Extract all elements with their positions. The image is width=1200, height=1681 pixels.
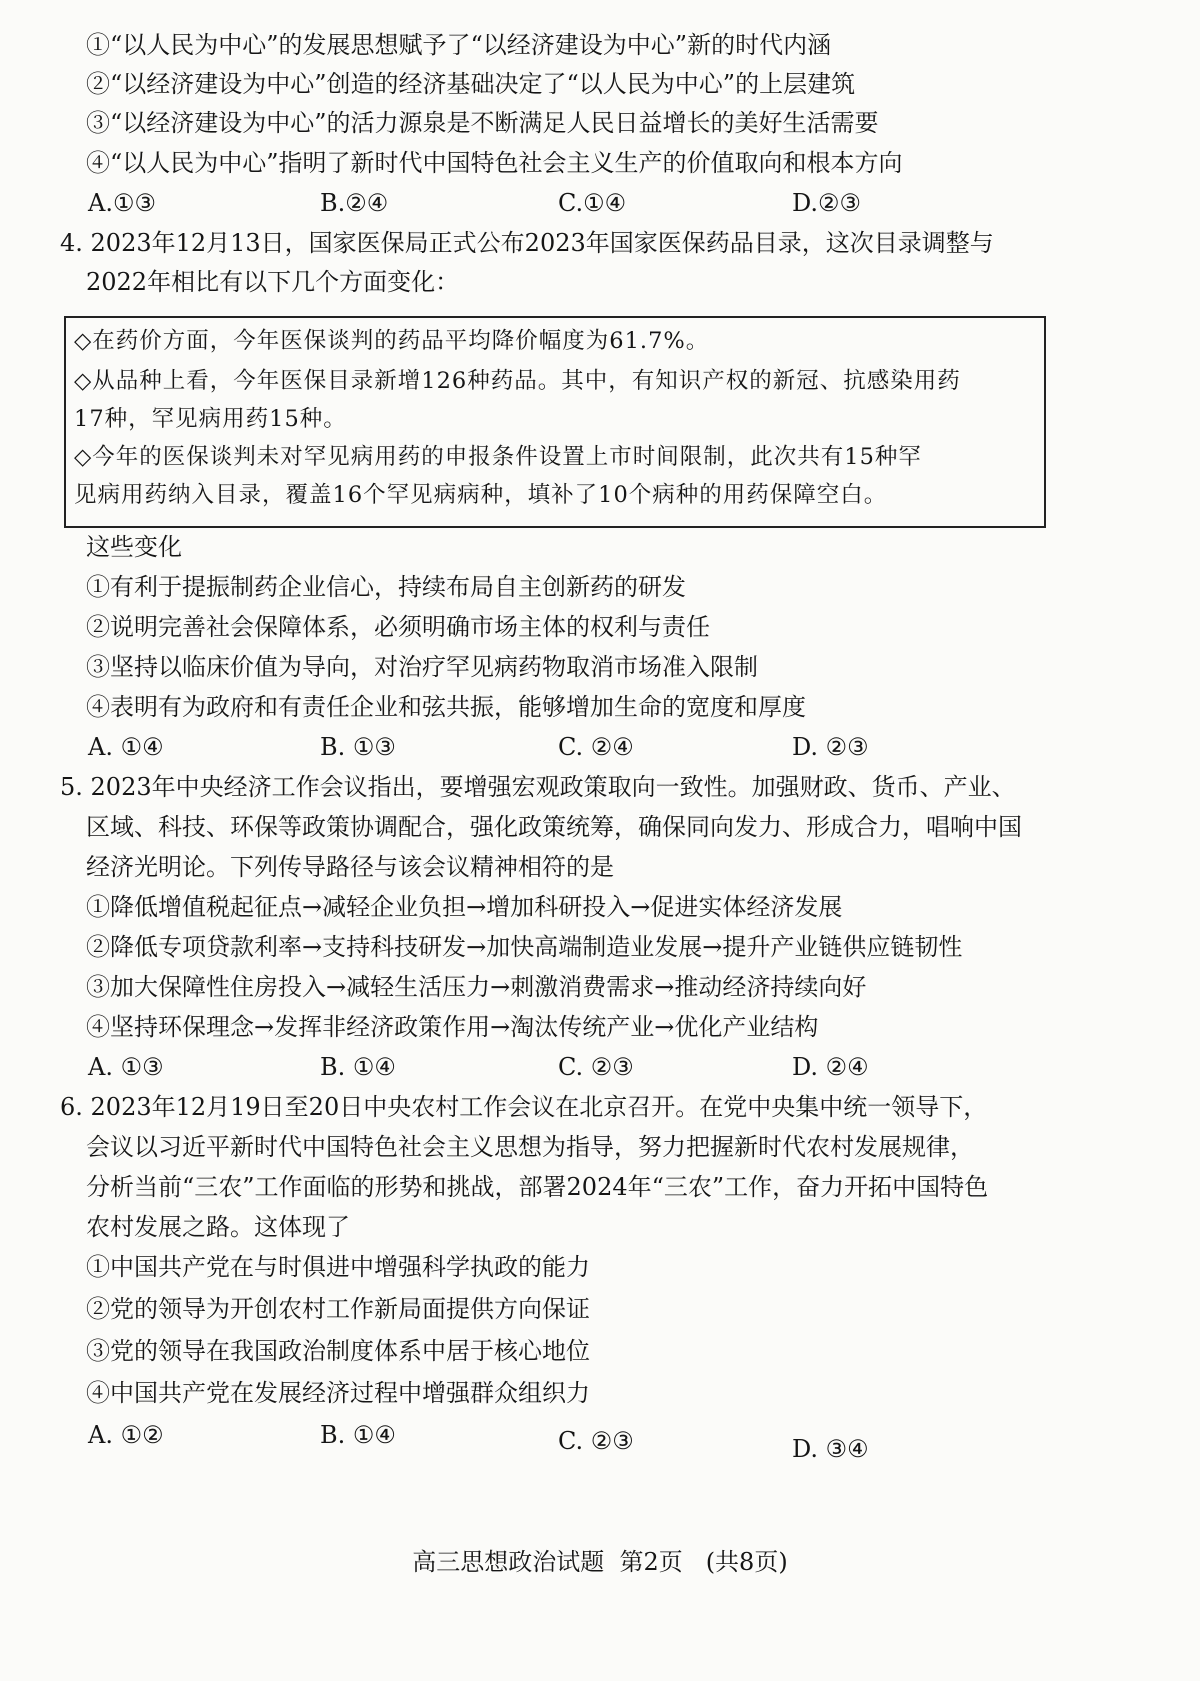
q5-item-2: ②降低专项贷款利率→支持科技研发→加快高端制造业发展→提升产业链供应链韧性 (86, 933, 963, 961)
q6-options (88, 1420, 1088, 1463)
q5-option-a: A. ①③ (88, 1053, 164, 1081)
q5-stem-line-1: 5. 2023年中央经济工作会议指出，要增强宏观政策取向一致性。加强财政、货币、产业、 (60, 773, 1016, 801)
q4-box-line-4: ◇今年的医保谈判未对罕见病用药的申报条件设置上市时间限制，此次共有15种罕 (74, 444, 922, 470)
q6-stem-line-3: 分析当前“三农”工作面临的形势和挑战，部署2024年“三农”工作，奋力开拓中国特色 (86, 1173, 989, 1201)
q4-item-1: ①有利于提振制药企业信心，持续布局自主创新药的研发 (86, 573, 686, 601)
q5-option-b: B. ①④ (320, 1053, 396, 1081)
q4-material-box (64, 316, 1046, 528)
q3-item-3: ③“以经济建设为中心”的活力源泉是不断满足人民日益增长的美好生活需要 (86, 109, 879, 137)
q4-item-3: ③坚持以临床价值为导向，对治疗罕见病药物取消市场准入限制 (86, 653, 758, 681)
q4-stem-line-1: 4. 2023年12月13日，国家医保局正式公布2023年国家医保药品目录，这次目录调整与 (60, 229, 994, 257)
q3-item-1: ①“以人民为中心”的发展思想赋予了“以经济建设为中心”新的时代内涵 (86, 31, 832, 59)
q6-option-a: A. ①② (88, 1421, 164, 1449)
q4-options (88, 732, 1088, 764)
q3-options (88, 188, 1088, 220)
q6-stem-line-1: 6. 2023年12月19日至20日中央农村工作会议在北京召开。在党中央集中统一领导下， (60, 1093, 988, 1121)
q4-box-line-3: 17种，罕见病用药15种。 (74, 406, 347, 432)
q5-stem-line-3: 经济光明论。下列传导路径与该会议精神相符的是 (86, 853, 614, 881)
q6-stem-line-2: 会议以习近平新时代中国特色社会主义思想为指导，努力把握新时代农村发展规律， (86, 1133, 974, 1161)
q4-stem-line-2: 2022年相比有以下几个方面变化： (86, 268, 460, 296)
q6-option-d: D. ③④ (792, 1435, 869, 1463)
q5-stem-line-2: 区域、科技、环保等政策协调配合，强化政策统筹，确保同向发力、形成合力，唱响中国 (86, 813, 1022, 841)
q6-item-1: ①中国共产党在与时俱进中增强科学执政的能力 (86, 1253, 590, 1281)
q3-option-b: B.②④ (320, 189, 389, 217)
q4-option-c: C. ②④ (558, 733, 634, 761)
page-footer: 高三思想政治试题 第2页 (共8页) (412, 1548, 788, 1576)
q3-option-c: C.①④ (558, 189, 627, 217)
q5-option-c: C. ②③ (558, 1053, 634, 1081)
q6-item-3: ③党的领导在我国政治制度体系中居于核心地位 (86, 1337, 590, 1365)
q4-option-d: D. ②③ (792, 733, 869, 761)
q3-option-d: D.②③ (792, 189, 862, 217)
q5-item-4: ④坚持环保理念→发挥非经济政策作用→淘汰传统产业→优化产业结构 (86, 1013, 819, 1041)
q6-stem-line-4: 农村发展之路。这体现了 (86, 1213, 350, 1241)
q3-item-4: ④“以人民为中心”指明了新时代中国特色社会主义生产的价值取向和根本方向 (86, 149, 903, 177)
q6-option-c: C. ②③ (558, 1427, 634, 1455)
q6-item-2: ②党的领导为开创农村工作新局面提供方向保证 (86, 1295, 590, 1323)
q4-item-2: ②说明完善社会保障体系，必须明确市场主体的权利与责任 (86, 613, 710, 641)
q5-item-3: ③加大保障性住房投入→减轻生活压力→刺激消费需求→推动经济持续向好 (86, 973, 867, 1001)
q6-item-4: ④中国共产党在发展经济过程中增强群众组织力 (86, 1379, 590, 1407)
q4-lead: 这些变化 (86, 533, 182, 561)
q6-option-b: B. ①④ (320, 1421, 396, 1449)
q4-box-line-2: ◇从品种上看，今年医保目录新增126种药品。其中，有知识产权的新冠、抗感染用药 (74, 368, 961, 394)
q4-box-line-1: ◇在药价方面，今年医保谈判的药品平均降价幅度为61.7%。 (74, 328, 710, 354)
q5-option-d: D. ②④ (792, 1053, 869, 1081)
q4-box-line-5: 见病用药纳入目录，覆盖16个罕见病病种，填补了10个病种的用药保障空白。 (74, 482, 888, 508)
q4-item-4: ④表明有为政府和有责任企业和弦共振，能够增加生命的宽度和厚度 (86, 693, 806, 721)
q4-option-a: A. ①④ (88, 733, 164, 761)
q3-item-2: ②“以经济建设为中心”创造的经济基础决定了“以人民为中心”的上层建筑 (86, 70, 856, 98)
q5-item-1: ①降低增值税起征点→减轻企业负担→增加科研投入→促进实体经济发展 (86, 893, 843, 921)
q5-options (88, 1052, 1088, 1084)
q3-option-a: A.①③ (88, 189, 156, 217)
q4-option-b: B. ①③ (320, 733, 396, 761)
